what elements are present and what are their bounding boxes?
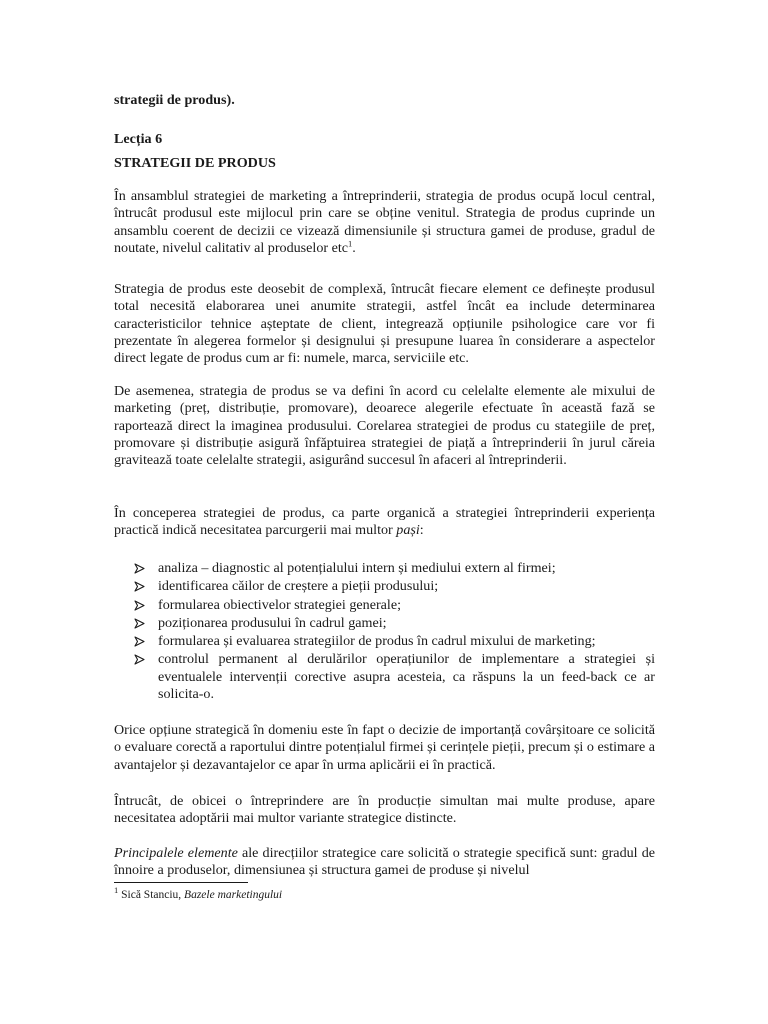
list-item-text: controlul permanent al derulărilor operațiunilor de implementare a strategiei și eventualele intervenții corective asupra acesteia, ca răspuns la un feed-back ce ar solicita-o. xyxy=(158,651,655,703)
arrow-bullet-icon xyxy=(134,597,148,611)
paragraph-main-elements-emphasis: Principalele elemente xyxy=(114,845,238,861)
arrow-bullet-icon xyxy=(134,651,148,665)
footnote-reference[interactable]: 1 xyxy=(348,238,353,249)
list-item xyxy=(134,597,655,614)
paragraph-main-elements-text: ale direcțiilor strategice care solicită o strategie specifică sunt: gradul de înnoire a produselor, dimensiunea și structura gamei de produse și nivelul xyxy=(114,845,656,879)
footnote-author: Sică Stanciu, xyxy=(118,889,185,901)
list-item xyxy=(134,633,655,650)
list-item-text: poziționarea produsului în cadrul gamei; xyxy=(158,614,387,631)
paragraph-marketing-mix: De asemenea, strategia de produs se va defini în acord cu celelalte elemente ale mixului de marketing (preț, distribuție, promovare), deoarece alegerile efectuate în această fază se raportează direct la imaginea produsului. Corelarea strategiei de produs cu stategiile de preț, promovare și distribuție asigură înfăptuirea strategiei de piață a întreprinderii în jurul căreia gravitează toate celelalte strategii, asigurând succesul în afaceri al întreprinderii. xyxy=(114,383,655,469)
list-item-text: analiza – diagnostic al potențialului intern și mediului extern al firmei; xyxy=(158,560,556,576)
list-item-text: identificarea căilor de creștere a pieții produsului; xyxy=(158,578,439,595)
arrow-bullet-icon xyxy=(134,560,148,574)
list-item xyxy=(134,578,655,595)
paragraph-steps-intro xyxy=(114,505,655,540)
arrow-bullet-icon xyxy=(134,578,148,592)
list-item xyxy=(134,615,655,632)
footnote-separator xyxy=(114,882,248,883)
paragraph-steps-end: : xyxy=(419,522,424,539)
footnote xyxy=(114,885,283,902)
lesson-label: Lecția 6 xyxy=(114,131,163,147)
paragraph-steps-text: În conceperea strategiei de produs, ca parte organică a strategiei întreprinderii experiența practică indică necesitatea parcurgerii mai multor xyxy=(114,505,655,539)
list-item xyxy=(134,560,655,577)
list-item xyxy=(134,651,655,703)
section-title: STRATEGII DE PRODUS xyxy=(114,155,276,171)
paragraph-strategic-option: Orice opțiune strategică în domeniu este în fapt o decizie de importanță covârșitoare ce solicită o evaluare corectă a raportului dintre potențialul firmei și cerințele pieții, precum și o estimare a avantajelor și dezavantajelor ce apar în urma aplicării ei în practică. xyxy=(114,722,655,773)
footnote-number: 1 xyxy=(114,885,119,896)
paragraph-main-elements xyxy=(114,845,655,880)
paragraph-intro-text: În ansamblul strategiei de marketing a întreprinderii, strategia de produs ocupă locul central, întrucât produsul este mijlocul prin care se obține venitul. Strategia de produs cuprinde un ansamblu coerent de decizii ce vizează dimensiunile și structura gamei de produse, gradul de noutate, nivelul calitativ al produselor etc xyxy=(114,188,655,256)
paragraph-steps-emphasis: pași xyxy=(396,522,420,539)
continued-text-line: strategii de produs). xyxy=(114,92,235,108)
arrow-bullet-icon xyxy=(134,633,148,647)
steps-list xyxy=(134,560,655,704)
paragraph-intro xyxy=(114,188,655,257)
paragraph-intro-end: . xyxy=(352,239,356,256)
arrow-bullet-icon xyxy=(134,615,148,629)
list-item-text: formularea și evaluarea strategiilor de produs în cadrul mixului de marketing; xyxy=(158,633,596,650)
list-item-text: formularea obiectivelor strategiei generale; xyxy=(158,596,401,613)
paragraph-complexity: Strategia de produs este deosebit de complexă, întrucât fiecare element ce definește produsul total necesită elaborarea unei anumite strategii, astfel încât ea include determinarea caracteristicilor tehnice așteptate de client, integrează opțiunile psihologice care vor fi prezentate în alegerea formelor și designului și presupune luarea în considerare a aspectelor direct legate de produs cum ar fi: numele, marca, serviciile etc. xyxy=(114,281,655,367)
footnote-book-title: Bazele marketingului xyxy=(184,889,283,901)
paragraph-multiple-products: Întrucât, de obicei o întreprindere are în producție simultan mai multe produse, apare necesitatea adoptării mai multor variante strategice distincte. xyxy=(114,793,655,827)
